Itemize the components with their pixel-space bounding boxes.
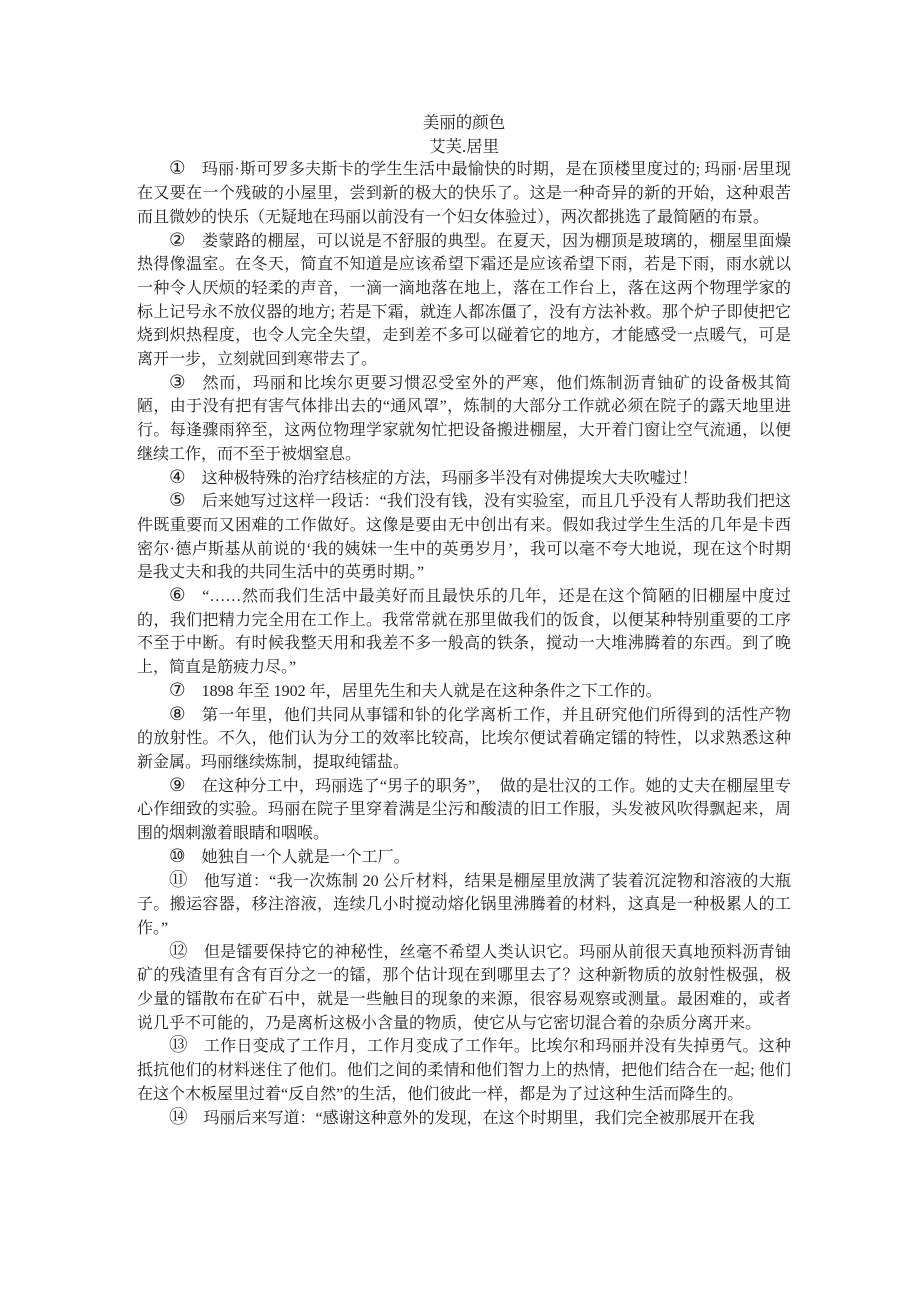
paragraph-number-marker: ⑬ xyxy=(169,1036,188,1057)
paragraph xyxy=(137,230,791,372)
document-title: 美丽的颜色 xyxy=(422,113,506,132)
document-author: 艾芙.居里 xyxy=(428,136,500,156)
paragraph xyxy=(137,1107,791,1131)
paragraph xyxy=(137,372,791,467)
paragraph xyxy=(137,1035,791,1106)
paragraph-number-marker: ⑭ xyxy=(169,1107,188,1128)
paragraph-text: 在这种分工中，玛丽选了“男子的职务”， 做的是壮汉的工作。她的丈夫在棚屋里专心作细致的实验。玛丽在院子里穿着满是尘污和酸渍的旧工作服，头发被风吹得飘起来，周围的烟刺激着眼睛和咽喉。 xyxy=(137,777,791,843)
paragraph-number-marker: ⑧ xyxy=(169,704,186,725)
paragraph-text: 第一年里，他们共同从事镭和钋的化学离析工作，并且研究他们所得到的活性产物的放射性。不久，他们认为分工的效率比较高，比埃尔便试着确定镭的特性，以求熟悉这种新金属。玛丽继续炼制，提取纯镭盐。 xyxy=(137,706,791,771)
paragraph-text: 1898 年至 1902 年，居里先生和夫人就是在这种条件之下工作的。 xyxy=(201,682,662,700)
paragraph xyxy=(137,704,791,775)
paragraph xyxy=(137,158,791,229)
paragraph-number-marker: ⑥ xyxy=(169,586,187,607)
paragraph-text: “……然而我们生活中最美好而且最快乐的几年，还是在这个简陋的旧棚屋中度过的，我们把精力完全用在工作上。我常常就在那里做我们的饭食，以便某种特别重要的工序不至于中断。有时候我整天用和我差不多一般高的铁条，搅动一大堆沸腾着的东西。到了晚上，简直是筋疲力尽。” xyxy=(137,588,791,677)
paragraph-text: 娄蒙路的棚屋，可以说是不舒服的典型。在夏天，因为棚顶是玻璃的，棚屋里面燥热得像温室。在冬天，简直不知道是应该希望下霜还是应该希望下雨，若是下雨，雨水就以一种令人厌烦的轻柔的声音，一滴一滴地落在地上，落在工作台上，落在这两个物理学家的标上记号永不放仪器的地方; 若是下霜，就连人都冻僵了，没有方法补救。那个炉子即使把它烧到炽热程度，也令人完全失望，走到差不多可以碰着它的地方，才能感受一点暖气，可是离开一步，立刻就回到寒带去了。 xyxy=(137,232,791,369)
paragraph-number-marker: ② xyxy=(169,230,186,251)
paragraph-text: 玛丽后来写道：“感谢这种意外的发现，在这个时期里，我们完全被那展开在我 xyxy=(203,1109,755,1127)
paragraph-text: 然而，玛丽和比埃尔更要习惯忍受室外的严寒，他们炼制沥青铀矿的设备极其简陋，由于没有把有害气体排出去的“通风罩”，炼制的大部分工作就必须在院子的露天地里进行。每逢骤雨猝至，这两位物理学家就匆忙把设备搬进棚屋，大开着门窗让空气流通，以便继续工作，而不至于被烟窒息。 xyxy=(137,374,791,463)
paragraph-number-marker: ⑨ xyxy=(169,775,186,796)
paragraph xyxy=(137,775,791,846)
paragraph-text: 这种极特殊的治疗结核症的方法，玛丽多半没有对佛提埃大夫吹嘘过！ xyxy=(201,469,698,487)
paragraph xyxy=(137,585,791,680)
paragraph xyxy=(137,846,791,870)
paragraph-number-marker: ⑫ xyxy=(169,941,188,962)
paragraph-number-marker: ① xyxy=(169,159,186,180)
paragraph-number-marker: ④ xyxy=(169,467,186,488)
paragraph xyxy=(137,490,791,585)
paragraph-text: 工作日变成了工作月，工作月变成了工作年。比埃尔和玛丽并没有失掉勇气。这种抵抗他们的材料迷住了他们。他们之间的柔情和他们智力上的热情，把他们结合在一起; 他们在这个木板屋里过着“反自然”的生活，他们彼此一样，都是为了过这种生活而降生的。 xyxy=(137,1038,791,1103)
paragraph-list xyxy=(137,158,791,1130)
paragraph-text: 他写道：“我一次炼制 20 公斤材料，结果是棚屋里放满了装着沉淀物和溶液的大瓶子。搬运容器，移注溶液，连续几小时搅动熔化锅里沸腾着的材料，这真是一种极累人的工作。” xyxy=(137,872,791,937)
paragraph xyxy=(137,467,791,491)
paragraph xyxy=(137,680,791,704)
paragraph xyxy=(137,941,791,1036)
paragraph-number-marker: ⑦ xyxy=(169,680,186,701)
paragraph xyxy=(137,870,791,941)
paragraph-number-marker: ③ xyxy=(169,372,187,393)
paragraph-text: 玛丽·斯可罗多夫斯卡的学生生活中最愉快的时期，是在顶楼里度过的; 玛丽·居里现在又要在一个残破的小屋里，尝到新的极大的快乐了。这是一种奇异的新的开始，这种艰苦而且微妙的快乐（无疑地在玛丽以前没有一个妇女体验过），两次都挑选了最简陋的布景。 xyxy=(137,161,791,226)
paragraph-text: 但是镭要保持它的神秘性，丝毫不希望人类认识它。玛丽从前很天真地预料沥青铀矿的残渣里有含有百分之一的镭，那个估计现在到哪里去了？这种新物质的放射性极强，极少量的镭散布在矿石中，就是一些触目的现象的来源，很容易观察或测量。最困难的，或者说几乎不可能的，乃是离析这极小含量的物质，使它从与它密切混合着的杂质分离开来。 xyxy=(137,943,791,1032)
paragraph-text: 后来她写过这样一段话：“我们没有钱，没有实验室，而且几乎没有人帮助我们把这件既重要而又困难的工作做好。这像是要由无中创出有来。假如我过学生生活的几年是卡西密尔·德卢斯基从前说的‘我的姨妹一生中的英勇岁月’，我可以毫不夸大地说，现在这个时期是我丈夫和我的共同生活中的英勇时期。” xyxy=(137,493,791,582)
paragraph-number-marker: ⑩ xyxy=(169,846,186,867)
paragraph-number-marker: ⑤ xyxy=(169,491,186,512)
page-content xyxy=(137,111,791,1130)
paragraph-number-marker: ⑪ xyxy=(169,870,188,891)
paragraph-text: 她独自一个人就是一个工厂。 xyxy=(201,848,410,866)
